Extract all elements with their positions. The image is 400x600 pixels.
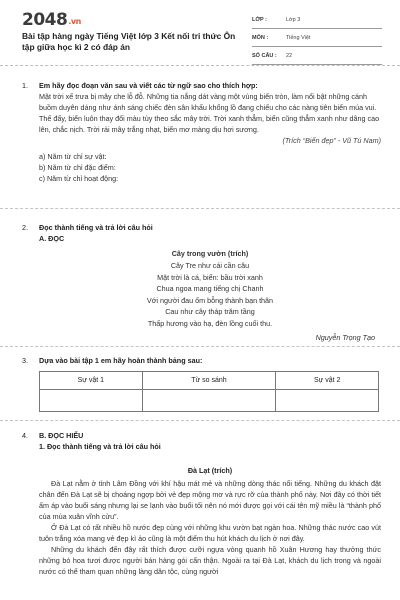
reading-paragraph: Đà Lạt nằm ở tỉnh Lâm Đồng với khí hậu mát mẻ và những dòng thác nổi tiếng. Những du khách đặt chân đến Đà Lạt sẽ bị choáng ngợp bởi vẻ đẹp mộng mơ và rực rỡ của thành phố này. Nơi đây có thời tiết ấm áp vào buổi sáng nhưng lại se lạnh vào buổi tối nên nó mới được gọi với cái tên mỹ miều là “thành phố của mùa xuân vĩnh cửu”. (39, 479, 381, 521)
table-header-cell: Từ so sánh (142, 372, 276, 390)
section-divider (0, 420, 400, 421)
passage-paragraph: Mặt trời xế trưa bị mây che lỗ đỗ. Những tia nắng dát vàng một vùng biển tròn, làm nổi bật những cánh buồm duyên dáng như ánh sáng chiếc đèn sân khấu khổng lồ đang chiếu cho các nàng tiên biển múa vui. (39, 92, 377, 112)
logo-text: 2048 (22, 10, 68, 30)
question-prompt: B. ĐỌC HIỂU (39, 431, 84, 440)
meta-value: Lớp 3 (286, 16, 301, 23)
poem (39, 248, 381, 329)
question-number: 3. (22, 356, 28, 365)
table-cell[interactable] (276, 390, 379, 412)
table-header-row (40, 372, 379, 390)
table-cell[interactable] (40, 390, 143, 412)
poem-line: Thấp hương vào hạ, đèn lồng cuối thu. (147, 318, 273, 328)
poem-line: Chua ngoa mang tiếng chị Chanh (156, 284, 264, 293)
passage-source: (Trích “Biển đẹp” - Vũ Tú Nam) (282, 136, 381, 145)
question-body (39, 430, 381, 577)
meta-row-subject (252, 29, 382, 47)
answer-prompt: c) Năm từ chỉ hoạt động: (39, 174, 119, 183)
section-divider (0, 346, 400, 347)
reading-paragraph: Những du khách đến đây rất thích được cưỡi ngựa vòng quanh hồ Xuân Hương hay thưởng thức những bó hoa tươi được người bán hàng gói cẩn thận. Ngoài ra tại Đà Lạt, khách du lịch trong và ngoài nước có thể tham quan những làng dân tộc, cùng người (39, 545, 381, 576)
poem-line: Cây Tre như cái cần câu (170, 261, 250, 270)
meta-value: 22 (286, 52, 293, 59)
meta-label: SỐ CÂU : (252, 52, 277, 59)
reading-paragraph: Ở Đà Lạt có rất nhiều hồ nước đẹp cùng với những khu vườn bạt ngàn hoa. Những thác nước cao vút tuôn trắng xóa mang vẻ đẹp kì ảo cũng là một điểm thu hút khách du lịch ở nơi đây. (39, 523, 381, 543)
section-subheading: 1. Đọc thành tiếng và trả lời câu hỏi (39, 442, 161, 451)
header-divider (0, 65, 400, 66)
meta-table (252, 11, 382, 65)
poem-line: Với người đau ốm bỗng thành bạn thân (146, 295, 274, 305)
table-header-cell: Sự vật 2 (276, 372, 379, 390)
question-prompt: Em hãy đọc đoạn văn sau và viết các từ ngữ sao cho thích hợp: (39, 81, 258, 90)
question-number: 2. (22, 223, 28, 232)
comparison-table (39, 371, 379, 412)
question-prompt: Dựa vào bài tập 1 em hãy hoàn thành bảng sau: (39, 356, 203, 365)
section-divider (0, 208, 400, 209)
reading-title: Đà Lạt (trích) (187, 466, 233, 475)
answer-prompt: a) Năm từ chỉ sự vật: (39, 152, 107, 161)
site-logo[interactable] (22, 10, 81, 30)
question-number: 4. (22, 431, 28, 440)
meta-row-count (252, 47, 382, 65)
section-subheading: A. ĐỌC (39, 234, 65, 243)
answer-prompt: b) Năm từ chỉ đặc điểm: (39, 163, 116, 172)
question-body (39, 222, 381, 343)
question-body (39, 80, 381, 184)
table-header-cell: Sự vật 1 (40, 372, 143, 390)
meta-label: LỚP : (252, 16, 267, 23)
question-number: 1. (22, 81, 28, 90)
meta-label: MÔN : (252, 34, 269, 41)
document-title: Bài tập hàng ngày Tiếng Việt lớp 3 Kết nối tri thức Ôn tập giữa học kì 2 có đáp án (22, 31, 236, 52)
poem-line: Mặt trời là cá, biển: bầu trời xanh (157, 272, 263, 282)
question-prompt: Đọc thành tiếng và trả lời câu hỏi (39, 223, 153, 232)
table-cell[interactable] (142, 390, 276, 412)
question-body (39, 355, 381, 412)
table-row (40, 390, 379, 412)
poem-line: Cau như cây tháp trăm tầng (165, 307, 255, 316)
poem-author: Nguyễn Trọng Tạo (315, 333, 375, 342)
meta-value: Tiếng Việt (286, 34, 311, 41)
passage-paragraph: Thế đấy, biển luôn thay đổi màu tùy theo sắc mây trời. Trời xanh thẳm, biển cũng thẳm xanh như dâng cao lên, chắc nịch. Trời rải mây trắng nhạt, biển mơ màng dịu hơi sương. (39, 114, 380, 134)
logo-tld: .vn (68, 17, 81, 26)
meta-row-class (252, 11, 382, 29)
poem-title: Cây trong vườn (trích) (171, 249, 249, 258)
